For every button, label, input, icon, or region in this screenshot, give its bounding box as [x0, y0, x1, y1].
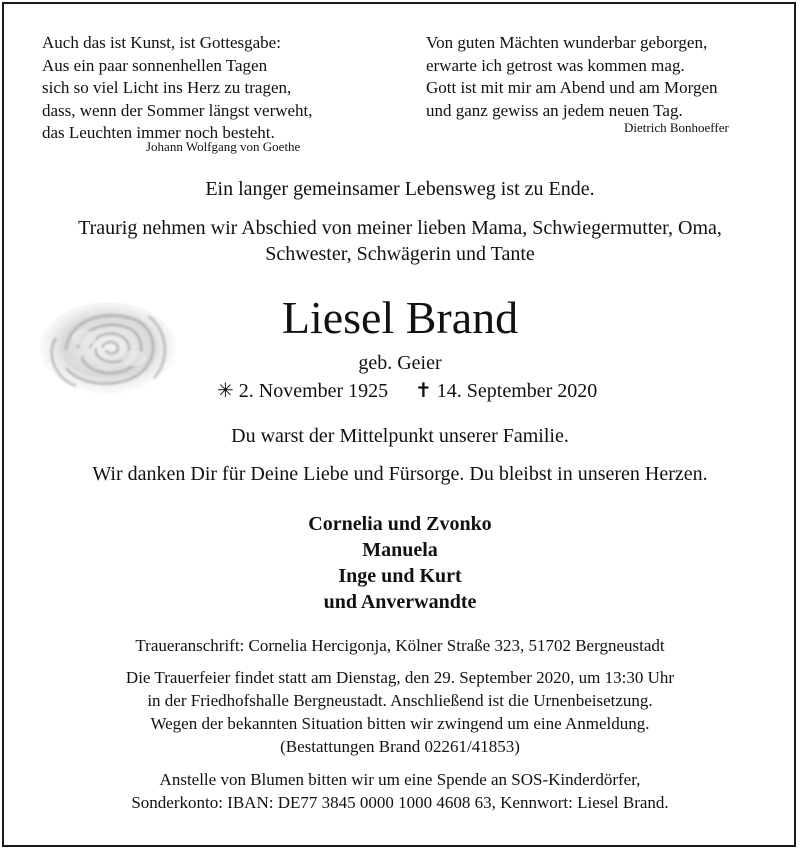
death-cross-icon: ✝ [415, 380, 432, 402]
mourner-name: Inge und Kurt [338, 565, 462, 587]
poem-line: Aus ein paar sonnenhellen Tagen [42, 55, 268, 75]
intro-line: Schwester, Schwägerin und Tante [265, 243, 535, 265]
mourner-name: Cornelia und Zvonko [308, 513, 492, 535]
donation-line: Sonderkonto: IBAN: DE77 3845 0000 1000 4608 63, Kennwort: Liesel Brand. [131, 793, 669, 812]
poem-goethe [42, 32, 313, 145]
mourner-name: Manuela [362, 539, 438, 561]
poem-line: das Leuchten immer noch besteht. [42, 123, 275, 142]
poem-author-bonhoeffer: Dietrich Bonhoeffer [624, 120, 729, 135]
poem-line: und ganz gewiss an jedem neuen Tag. [426, 100, 683, 120]
birth-star-icon: ✳ [217, 380, 234, 402]
poem-line: Auch das ist Kunst, ist Gottesgabe: [42, 33, 281, 52]
birth-date-text: 2. November 1925 [238, 380, 389, 402]
death-date-text: 14. September 2020 [436, 380, 598, 402]
mourning-address: Traueranschrift: Cornelia Hercigonja, Kölner Straße 323, 51702 Bergneustadt [135, 636, 665, 655]
deceased-name: Liesel Brand [281, 292, 519, 343]
ceremony-line: in der Friedhofshalle Bergneustadt. Anschließend ist die Urnenbeisetzung. [147, 691, 653, 710]
poem-bonhoeffer [426, 32, 718, 122]
death-date [415, 378, 597, 403]
message-line: Du warst der Mittelpunkt unserer Familie. [231, 425, 569, 447]
poem-line: dass, wenn der Sommer längst verweht, [42, 100, 313, 120]
poem-line: Gott ist mit mir am Abend und am Morgen [426, 78, 718, 97]
poem-line: Von guten Mächten wunderbar geborgen, [426, 33, 708, 52]
intro-line: Ein langer gemeinsamer Lebensweg ist zu Ende. [205, 178, 595, 200]
poem-line: erwarte ich getrost was kommen mag. [426, 55, 685, 75]
message-line: Wir danken Dir für Deine Liebe und Fürsorge. Du bleibst in unseren Herzen. [92, 463, 708, 485]
donation-line: Anstelle von Blumen bitten wir um eine Spende an SOS-Kinderdörfer, [159, 770, 641, 789]
mourner-name: und Anverwandte [323, 591, 477, 613]
poem-line: sich so viel Licht ins Herz zu tragen, [42, 78, 292, 97]
ceremony-line: (Bestattungen Brand 02261/41853) [280, 737, 520, 756]
maiden-name: geb. Geier [358, 352, 442, 374]
birth-date [217, 378, 388, 403]
poem-author-goethe: Johann Wolfgang von Goethe [146, 139, 301, 154]
ceremony-line: Wegen der bekannten Situation bitten wir zwingend um eine Anmeldung. [150, 714, 650, 733]
intro-line: Traurig nehmen wir Abschied von meiner lieben Mama, Schwiegermutter, Oma, [78, 217, 722, 239]
ceremony-line: Die Trauerfeier findet statt am Dienstag, den 29. September 2020, um 13:30 Uhr [125, 668, 675, 687]
